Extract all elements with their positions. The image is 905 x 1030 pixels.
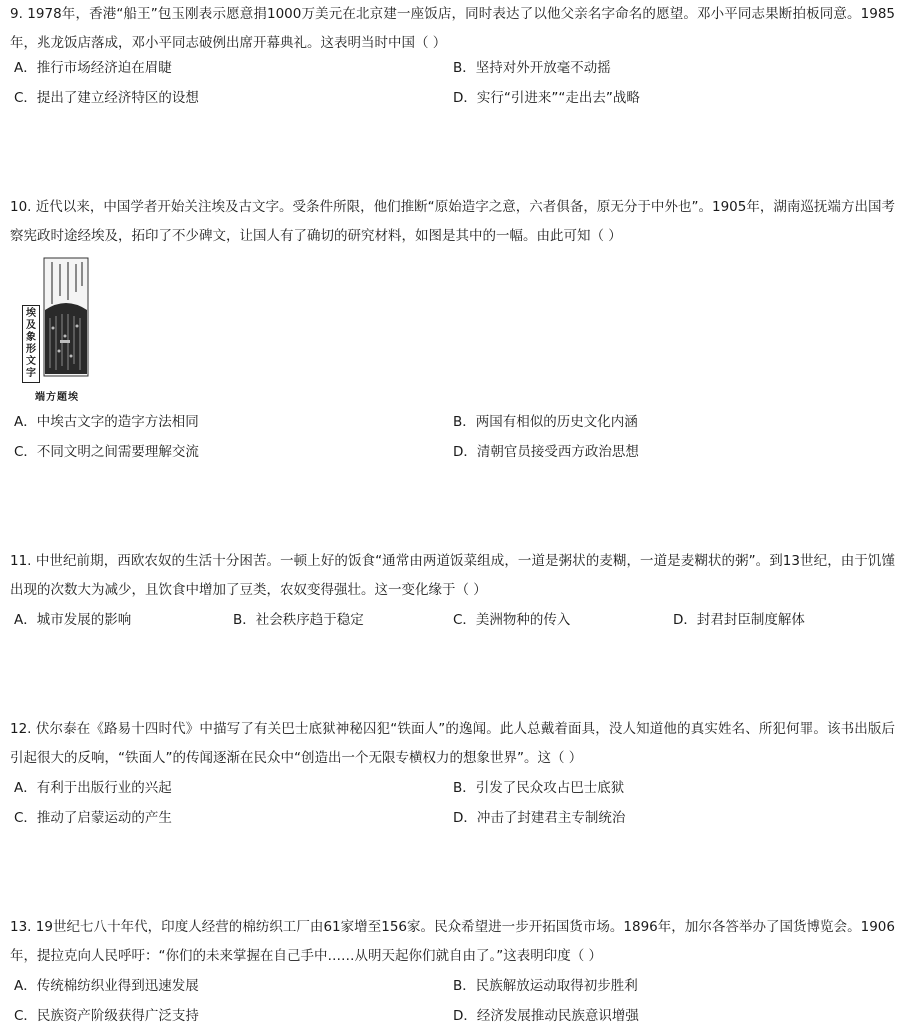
question-11-option-b[interactable]: B．社会秩序趋于稳定 xyxy=(233,612,364,628)
question-12-option-d[interactable]: D．冲击了封建君主专制统治 xyxy=(453,810,626,826)
figure-side-label: 埃及象形文字 xyxy=(22,305,40,383)
question-10-option-d[interactable]: D．清朝官员接受西方政治思想 xyxy=(453,444,639,460)
question-9-option-d[interactable]: D．实行“引进来”“走出去”战略 xyxy=(453,90,640,106)
figure-caption: 端方题埃 xyxy=(35,392,79,403)
question-10-stem: 10. 近代以来，中国学者开始关注埃及古文字。受条件所限，他们推断“原始造字之意，六者俱备，原无分于中外也”。1905年，湖南巡抚端方出国考察宪政时途经埃及，拓印了不少碑文，让国人有了确切的研究材料，如图是其中的一幅。由此可知（ ） xyxy=(10,199,895,244)
question-12-option-b[interactable]: B．引发了民众攻占巴士底狱 xyxy=(453,780,625,796)
question-12-option-c[interactable]: C．推动了启蒙运动的产生 xyxy=(14,810,172,826)
question-12-option-a[interactable]: A．有利于出版行业的兴起 xyxy=(14,780,172,796)
question-13-option-c[interactable]: C．民族资产阶级获得广泛支持 xyxy=(14,1008,199,1024)
question-11-option-c[interactable]: C．美洲物种的传入 xyxy=(453,612,571,628)
question-13-option-a[interactable]: A．传统棉纺织业得到迅速发展 xyxy=(14,978,199,994)
question-9-stem: 9. 1978年，香港“船王”包玉刚表示愿意捐1000万美元在北京建一座饭店，同时表达了以他父亲名字命名的愿望。邓小平同志果断拍板同意。1985年，兆龙饭店落成，邓小平同志破例出席开幕典礼。这表明当时中国（ ） xyxy=(10,6,895,51)
question-11-option-d[interactable]: D．封君封臣制度解体 xyxy=(673,612,805,628)
question-13-option-b[interactable]: B．民族解放运动取得初步胜利 xyxy=(453,978,638,994)
question-11-option-a[interactable]: A．城市发展的影响 xyxy=(14,612,132,628)
question-13-option-d[interactable]: D．经济发展推动民族意识增强 xyxy=(453,1008,639,1024)
question-13-stem: 13. 19世纪七八十年代，印度人经营的棉纺织工厂由61家增至156家。民众希望进一步开拓国货市场。1896年，加尔各答举办了国货博览会。1906年，提拉克向人民呼吁：“你们的未来掌握在自己手中……从明天起你们就自由了。”这表明印度（ ） xyxy=(10,919,895,964)
question-12-stem: 12. 伏尔泰在《路易十四时代》中描写了有关巴士底狱神秘囚犯“铁面人”的逸闻。此人总戴着面具，没人知道他的真实姓名、所犯何罪。该书出版后引起很大的反响，“铁面人”的传闻逐渐在民众中“创造出一个无限专横权力的想象世界”。这（ ） xyxy=(10,721,895,766)
question-10-option-c[interactable]: C．不同文明之间需要理解交流 xyxy=(14,444,199,460)
question-9-option-c[interactable]: C．提出了建立经济特区的设想 xyxy=(14,90,199,106)
question-10-option-b[interactable]: B．两国有相似的历史文化内涵 xyxy=(453,414,638,430)
question-10-option-a[interactable]: A．中埃古文字的造字方法相同 xyxy=(14,414,199,430)
question-9-option-b[interactable]: B．坚持对外开放毫不动摇 xyxy=(453,60,611,76)
question-11-stem: 11. 中世纪前期，西欧农奴的生活十分困苦。一顿上好的饭食“通常由两道饭菜组成，一道是粥状的麦糊，一道是麦糊状的粥”。到13世纪，由于饥馑出现的次数大为减少，且饮食中增加了豆类，农奴变得强壮。这一变化缘于（ ） xyxy=(10,553,895,598)
question-9-option-a[interactable]: A．推行市场经济迫在眉睫 xyxy=(14,60,172,76)
